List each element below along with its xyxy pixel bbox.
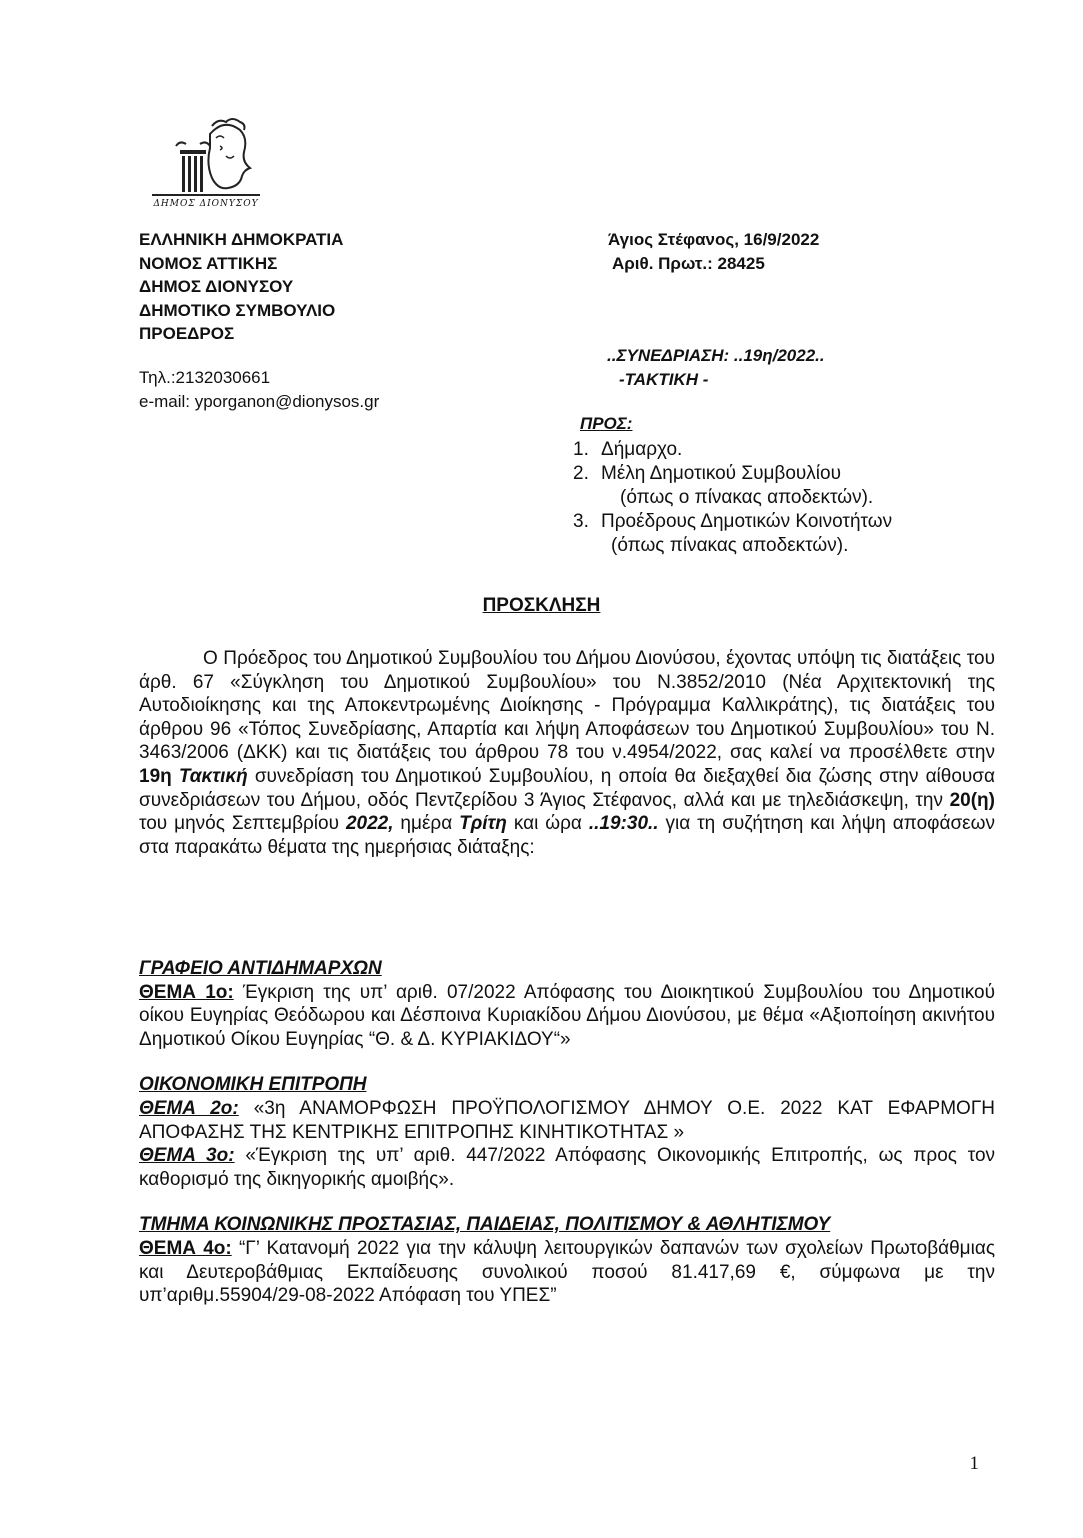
section-heading: ΟΙΚΟΝΟΜΙΚΗ ΕΠΙΤΡΟΠΗ [139,1074,367,1096]
agenda-item-text: Έγκριση της υπ’ αριθ. 07/2022 Απόφασης του Διοικητικού Συμβουλίου του Δημοτικού οίκου Ευγηρίας Θεόδωρου και Δέσποινα Κυριακίδου Δήμου Διονύσου, με θέμα «Αξιοποίηση ακινήτου Δημοτικού Οίκου Ευγηρίας “Θ. & Δ. ΚΥΡΙΑΚΙΔΟΥ“» [139,981,996,1050]
recipient-item [573,510,1033,534]
recipients-list [573,438,1033,558]
recipient-item [573,438,1033,462]
section-heading: ΤΜΗΜΑ ΚΟΙΝΩΝΙΚΗΣ ΠΡΟΣΤΑΣΙΑΣ, ΠΑΙΔΕΙΑΣ, ΠΟΛΙΤΙΣΜΟΥ & ΑΘΛΗΤΙΣΜΟΥ [139,1214,831,1236]
agenda-item-label: ΘΕΜΑ 4ο: [139,1237,232,1259]
recipients-label: ΠΡΟΣ: [580,414,633,433]
agenda-item [139,1097,995,1144]
meeting-year: 2022, [345,813,394,835]
agenda-item-text: «3η ΑΝΑΜΟΡΦΩΣΗ ΠΡΟΫΠΟΛΟΓΙΣΜΟΥ ΔΗΜΟΥ Ο.Ε. 2022 ΚΑΤ ΕΦΑΡΜΟΓΗ ΑΠΟΦΑΣΗΣ ΤΗΣ ΚΕΝΤΡΙΚΗΣ ΕΠΙΤΡΟΠΗΣ ΚΙΝΗΤΙΚΟΤΗΤΑΣ » [139,1097,995,1143]
body-text-part: του μηνός Σεπτεμβρίου [139,813,346,835]
contact-block [139,366,379,413]
recipient-number: 1. [573,439,589,460]
protocol-number: Αριθ. Πρωτ.: 28425 [612,253,765,273]
document-title: ΠΡΟΣΚΛΗΣΗ [482,595,601,616]
invitation-paragraph [139,647,995,859]
place-date: Άγιος Στέφανος, 16/9/2022 [608,230,820,249]
agenda-item-text: “Γ’ Κατανομή 2022 για την κάλυψη λειτουργικών δαπανών των σχολείων Πρωτοβάθμιας και Δευτεροβάθμιας Εκπαίδευσης συνολικού ποσού 81.417,69 €, σύμφωνα με την υπ’αριθμ.55904/29-08-2022 Απόφαση του ΥΠΕΣ” [139,1237,995,1307]
meeting-day: 20(η) [949,789,995,811]
session-ordinal: 19η [139,765,172,787]
recipient-item [573,462,1033,486]
agenda-item-text: «Έγκριση της υπ’ αριθ. 447/2022 Απόφασης Οικονομικής Επιτροπής, ως προς τον καθορισμό της δικηγορικής αμοιβής». [139,1145,996,1190]
recipient-number: 3. [573,511,589,532]
contact-phone: Τηλ.:2132030661 [139,368,271,387]
logo-caption: ΔΗΜΟΣ ΔΙΟΝΥΣΟΥ [153,199,259,209]
agenda-item [139,1144,995,1191]
issuer-council: ΔΗΜΟΤΙΚΟ ΣΥΜΒΟΥΛΙΟ [139,300,336,320]
body-text-part: συνεδρίαση του Δημοτικού Συμβουλίου, η οποία θα διεξαχθεί δια ζώσης στην αίθουσα συνεδριάσεων του Δήμου, οδός Πεντζερίδου 3 Άγιος Στέφανος, αλλά και με τηλεδιάσκεψη, την [139,765,996,811]
agenda-item-label: ΘΕΜΑ 3ο: [139,1145,235,1167]
agenda-item [139,981,995,1052]
date-protocol-block [608,228,819,275]
invitation-body [139,647,995,859]
session-kind: Τακτική [178,765,248,787]
agenda-item-label: ΘΕΜΑ 2ο: [139,1097,239,1119]
page-number: 1 [969,1453,979,1474]
body-text-part: και ώρα [506,813,589,835]
agenda-item-label: ΘΕΜΑ 1ο: [139,981,234,1003]
recipient-note: (όπως πίνακας αποδεκτών). [611,535,849,556]
meeting-time: ..19:30.. [588,813,659,835]
body-text-part: ημέρα [393,813,460,835]
issuer-block [139,228,343,346]
recipient-number: 2. [573,463,589,484]
session-type: -ΤΑΚΤΙΚΗ - [619,369,709,389]
recipient-note: (όπως ο πίνακας αποδεκτών). [620,487,874,508]
issuer-role: ΠΡΟΕΔΡΟΣ [139,324,235,343]
body-text-part: για τη συζήτηση και λήψη αποφάσεων στα παρακάτω θέματα της ημερήσιας διάταξης: [139,813,995,858]
session-block [607,344,825,391]
issuer-country: ΕΛΛΗΝΙΚΗ ΔΗΜΟΚΡΑΤΙΑ [139,230,344,249]
meeting-weekday: Τρίτη [459,813,507,835]
agenda-item [139,1237,995,1308]
section-heading: ΓΡΑΦΕΙΟ ΑΝΤΙΔΗΜΑΡΧΩΝ [139,958,382,979]
issuer-municipality: ΔΗΜΟΣ ΔΙΟΝΥΣΟΥ [139,277,294,296]
recipient-text: Προέδρους Δημοτικών Κοινοτήτων [601,511,893,532]
contact-email: e-mail: yporganon@dionysos.gr [139,391,380,411]
body-text-part: Ο Πρόεδρος του Δημοτικού Συμβουλίου του Δήμου Διονύσου, έχοντας υπόψη τις διατάξεις του άρθ. 67 «Σύγκληση του Δημοτικού Συμβουλίου» του Ν.3852/2010 (Νέα Αρχιτεκτονική της Αυτοδιοίκησης και της Αποκεντρωμένης Διοίκησης - Πρόγραμμα Καλλικράτης), τις διατάξεις του άρθρου 96 «Τόπος Συνεδρίασης, Απαρτία και λήψη Αποφάσεων του Δημοτικού Συμβουλίου» του Ν. 3463/2006 (ΔΚΚ) και τις διατάξεις του άρθρου 78 του ν.4954/2022, σας καλεί να προσέλθετε στην [139,648,995,764]
agenda [139,957,995,1308]
recipient-text: Δήμαρχο. [601,439,683,460]
session-number: ..ΣΥΝΕΔΡΙΑΣΗ: ..19η/2022.. [607,346,825,365]
issuer-prefecture: ΝΟΜΟΣ ΑΤΤΙΚΗΣ [139,253,278,273]
recipient-text: Μέλη Δημοτικού Συμβουλίου [601,463,841,484]
